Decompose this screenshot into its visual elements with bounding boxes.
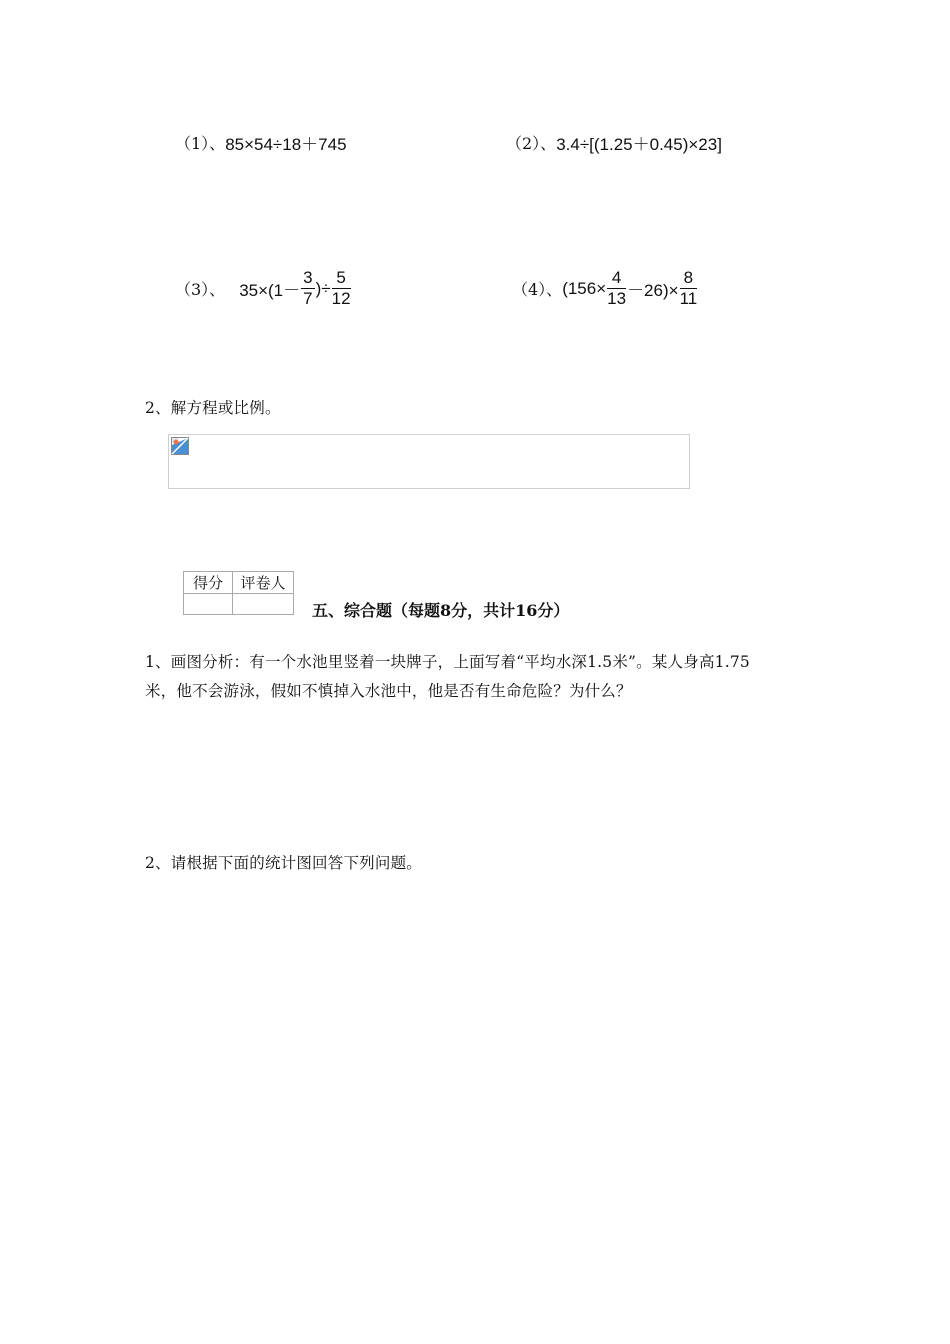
problem-3-label: （3）、 bbox=[175, 280, 226, 299]
problem-2 bbox=[506, 130, 722, 155]
grader-header: 评卷人 bbox=[233, 572, 294, 594]
problem-3-fraction-2-denominator: 12 bbox=[331, 289, 351, 308]
score-cell bbox=[184, 594, 233, 615]
problem-1-label: （1）、 bbox=[175, 134, 226, 153]
problem-1 bbox=[175, 130, 347, 155]
question-1-line-2: 米，他不会游泳，假如不慎掉入水池中，他是否有生命危险？为什么？ bbox=[145, 682, 632, 700]
problem-3-expression-part-b: )÷ bbox=[315, 278, 331, 298]
score-table bbox=[183, 571, 294, 615]
question-2-statistics: 2、请根据下面的统计图回答下列问题。 bbox=[145, 854, 422, 872]
problem-4-fraction-2-numerator: 8 bbox=[680, 268, 698, 289]
problem-3-fraction-2-numerator: 5 bbox=[332, 268, 351, 289]
problem-2-expression: 3.4÷[(1.25＋0.45)×23] bbox=[556, 135, 722, 154]
problem-4-label: （4）、 bbox=[512, 280, 563, 299]
question-1-line-1: 1、画图分析：有一个水池里竖着一块牌子，上面写着“平均水深1.5米”。某人身高1.75 bbox=[145, 653, 750, 671]
problem-3 bbox=[175, 268, 352, 309]
problem-3-fraction-1 bbox=[301, 268, 314, 309]
score-header: 得分 bbox=[184, 572, 233, 594]
problem-4-fraction-2-denominator: 11 bbox=[679, 289, 698, 308]
problem-2-label: （2）、 bbox=[506, 134, 557, 153]
image-placeholder bbox=[168, 434, 690, 489]
problem-1-expression: 85×54÷18＋745 bbox=[225, 135, 347, 154]
problem-3-fraction-1-numerator: 3 bbox=[303, 268, 313, 287]
problem-4-fraction-2 bbox=[680, 268, 698, 309]
problem-3-expression-part-a: 35×(1－ bbox=[239, 281, 301, 300]
problem-3-fraction-1-denominator: 7 bbox=[303, 289, 313, 308]
broken-image-icon bbox=[171, 437, 189, 455]
problem-3-fraction-2 bbox=[332, 268, 351, 309]
problem-4-expression-part-a: (156× bbox=[562, 278, 607, 298]
problem-4-fraction-1-denominator: 13 bbox=[607, 289, 627, 308]
problem-4 bbox=[512, 268, 698, 309]
problem-4-expression-part-b: －26)× bbox=[627, 281, 679, 300]
section-title: 五、综合题（每题8分，共计16分） bbox=[312, 601, 570, 620]
grader-cell bbox=[233, 594, 294, 615]
problem-4-fraction-1 bbox=[607, 268, 626, 309]
question-2-equations: 2、解方程或比例。 bbox=[145, 399, 281, 417]
problem-4-fraction-1-numerator: 4 bbox=[607, 268, 626, 289]
